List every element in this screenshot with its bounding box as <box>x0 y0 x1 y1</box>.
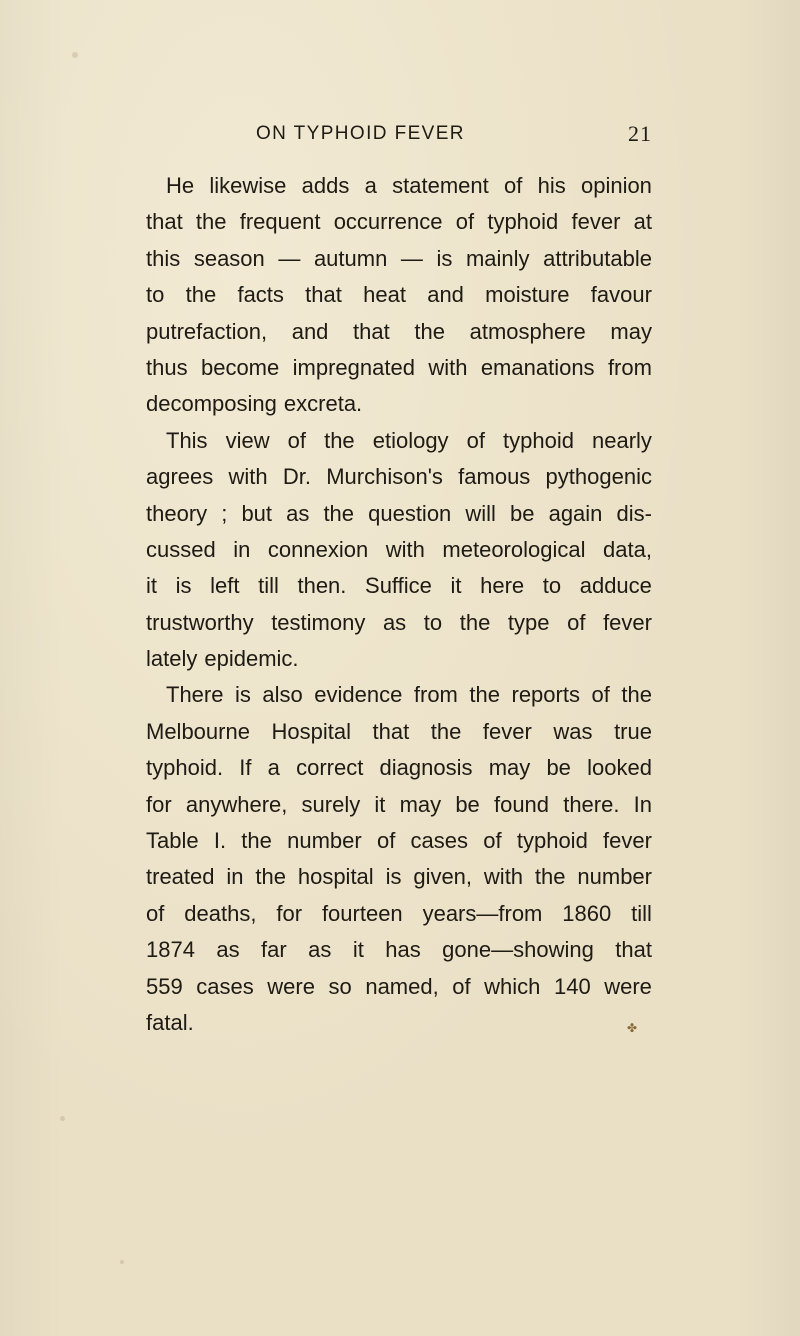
text-line: 1874 as far as it has gone—showing that <box>146 937 652 963</box>
text-line: lately epidemic. <box>146 646 299 672</box>
text-line: that the frequent occurrence of typhoid fever at <box>146 209 652 235</box>
text-line: agrees with Dr. Murchison's famous pythogenic <box>146 464 652 490</box>
paper-speck <box>60 1116 65 1121</box>
text-line: 559 cases were so named, of which 140 were <box>146 973 652 999</box>
running-head-title: ON TYPHOID FEVER <box>256 123 465 144</box>
text-line: of deaths, for fourteen years—from 1860 till <box>146 900 652 926</box>
page-number: 21 <box>628 121 652 146</box>
text-line: This view of the etiology of typhoid nearly <box>166 427 652 453</box>
running-head <box>256 120 652 148</box>
text-line: There is also evidence from the reports of the <box>166 682 652 708</box>
text-line: thus become impregnated with emanations from <box>146 354 652 380</box>
text-line: typhoid. If a correct diagnosis may be looked <box>146 755 652 781</box>
text-line: theory ; but as the question will be again dis- <box>146 500 652 526</box>
body-text <box>146 168 652 1041</box>
text-line: it is left till then. Suffice it here to adduce <box>146 573 652 599</box>
text-line: He likewise adds a statement of his opinion <box>166 173 652 198</box>
text-line: for anywhere, surely it may be found there. In <box>146 791 652 817</box>
text-line: Table I. the number of cases of typhoid fever <box>146 828 652 854</box>
text-line: Melbourne Hospital that the fever was true <box>146 718 652 744</box>
printer-ornament: ✤ <box>627 1021 638 1035</box>
text-line: decomposing excreta. <box>146 391 363 417</box>
paper-speck <box>120 1260 124 1264</box>
text-line: cussed in connexion with meteorological data, <box>146 536 652 562</box>
text-line: fatal. <box>146 1009 194 1035</box>
paper-speck <box>72 52 78 58</box>
text-line: putrefaction, and that the atmosphere may <box>146 318 652 344</box>
text-line: to the facts that heat and moisture favour <box>146 282 652 308</box>
text-line: this season — autumn — is mainly attributable <box>146 245 652 271</box>
text-line: trustworthy testimony as to the type of fever <box>146 609 652 635</box>
text-line: treated in the hospital is given, with the number <box>146 864 652 890</box>
